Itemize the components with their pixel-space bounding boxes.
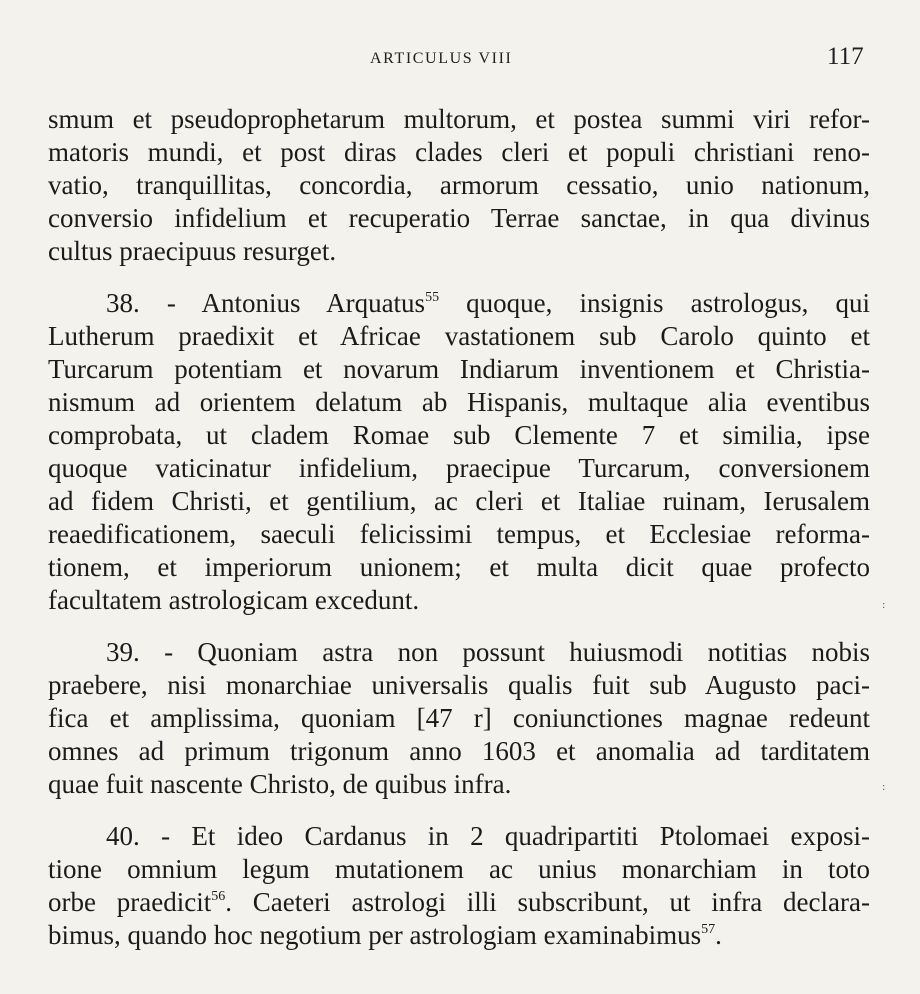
line-text: quoque, insignis astrologus, qui <box>439 288 870 318</box>
margin-mark: : <box>882 600 886 611</box>
text-line: reaedificationem, saeculi felicissimi tempus, et Ecclesiae reforma- <box>48 519 870 549</box>
text-line: Lutherum praedixit et Africae vastationem sub Carolo quinto et <box>48 321 870 351</box>
text-line: smum et pseudoprophetarum multorum, et postea summi viri refor- <box>48 104 870 134</box>
text-line: 40. - Et ideo Cardanus in 2 quadripartiti Ptolomaei exposi- <box>106 821 870 851</box>
text-line: cultus praecipuus resurget. <box>48 236 337 266</box>
running-title: ARTICULUS VIII <box>370 50 513 67</box>
text-line: tionem, et imperiorum unionem; et multa dicit quae profecto <box>48 552 870 582</box>
paragraph-continuation <box>48 103 870 268</box>
text-line: facultatem astrologicam excedunt. <box>48 585 420 615</box>
text-line: matoris mundi, et post diras clades cleri et populi christiani reno- <box>48 137 870 167</box>
page-number: 117 <box>827 43 864 70</box>
line-text: 38. - Antonius Arquatus <box>106 288 426 318</box>
text-line: Turcarum potentiam et novarum Indiarum inventionem et Christia- <box>48 354 870 384</box>
paragraph-39 <box>48 636 870 801</box>
footnote-reference: 56 <box>211 889 226 904</box>
paragraph-40 <box>48 820 870 952</box>
text-line: nismum ad orientem delatum ab Hispanis, multaque alia eventibus <box>48 387 870 417</box>
text-line: 39. - Quoniam astra non possunt huiusmodi notitias nobis <box>106 637 870 667</box>
text-line <box>48 919 870 952</box>
margin-mark: : <box>882 782 886 793</box>
line-text: . Caeteri astrologi illi subscribunt, ut infra declara- <box>225 887 870 917</box>
text-line <box>48 287 870 320</box>
text-line <box>48 886 870 919</box>
footnote-reference: 57 <box>701 922 716 937</box>
body-text <box>48 103 870 952</box>
paragraph-38 <box>48 287 870 617</box>
text-line: tione omnium legum mutationem ac unius monarchiam in toto <box>48 854 870 884</box>
footnote-reference: 55 <box>425 290 440 305</box>
text-line: vatio, tranquillitas, concordia, armorum cessatio, unio nationum, <box>48 170 870 200</box>
text-line: quoque vaticinatur infidelium, praecipue Turcarum, conversionem <box>48 453 870 483</box>
text-line: conversio infidelium et recuperatio Terrae sanctae, in qua divinus <box>48 203 870 233</box>
line-text: . <box>715 920 722 950</box>
text-line: omnes ad primum trigonum anno 1603 et anomalia ad tarditatem <box>48 736 870 766</box>
line-text: orbe praedicit <box>48 887 212 917</box>
text-line: comprobata, ut cladem Romae sub Clemente 7 et similia, ipse <box>48 420 870 450</box>
text-line: fica et amplissima, quoniam [47 r] coniunctiones magnae redeunt <box>48 703 870 733</box>
text-line: praebere, nisi monarchiae universalis qualis fuit sub Augusto paci- <box>48 670 870 700</box>
text-line: ad fidem Christi, et gentilium, ac cleri et Italiae ruinam, Ierusalem <box>48 486 870 516</box>
line-text: bimus, quando hoc negotium per astrologiam examinabimus <box>48 920 702 950</box>
text-line: quae fuit nascente Christo, de quibus infra. <box>48 769 512 799</box>
running-head <box>0 43 920 76</box>
